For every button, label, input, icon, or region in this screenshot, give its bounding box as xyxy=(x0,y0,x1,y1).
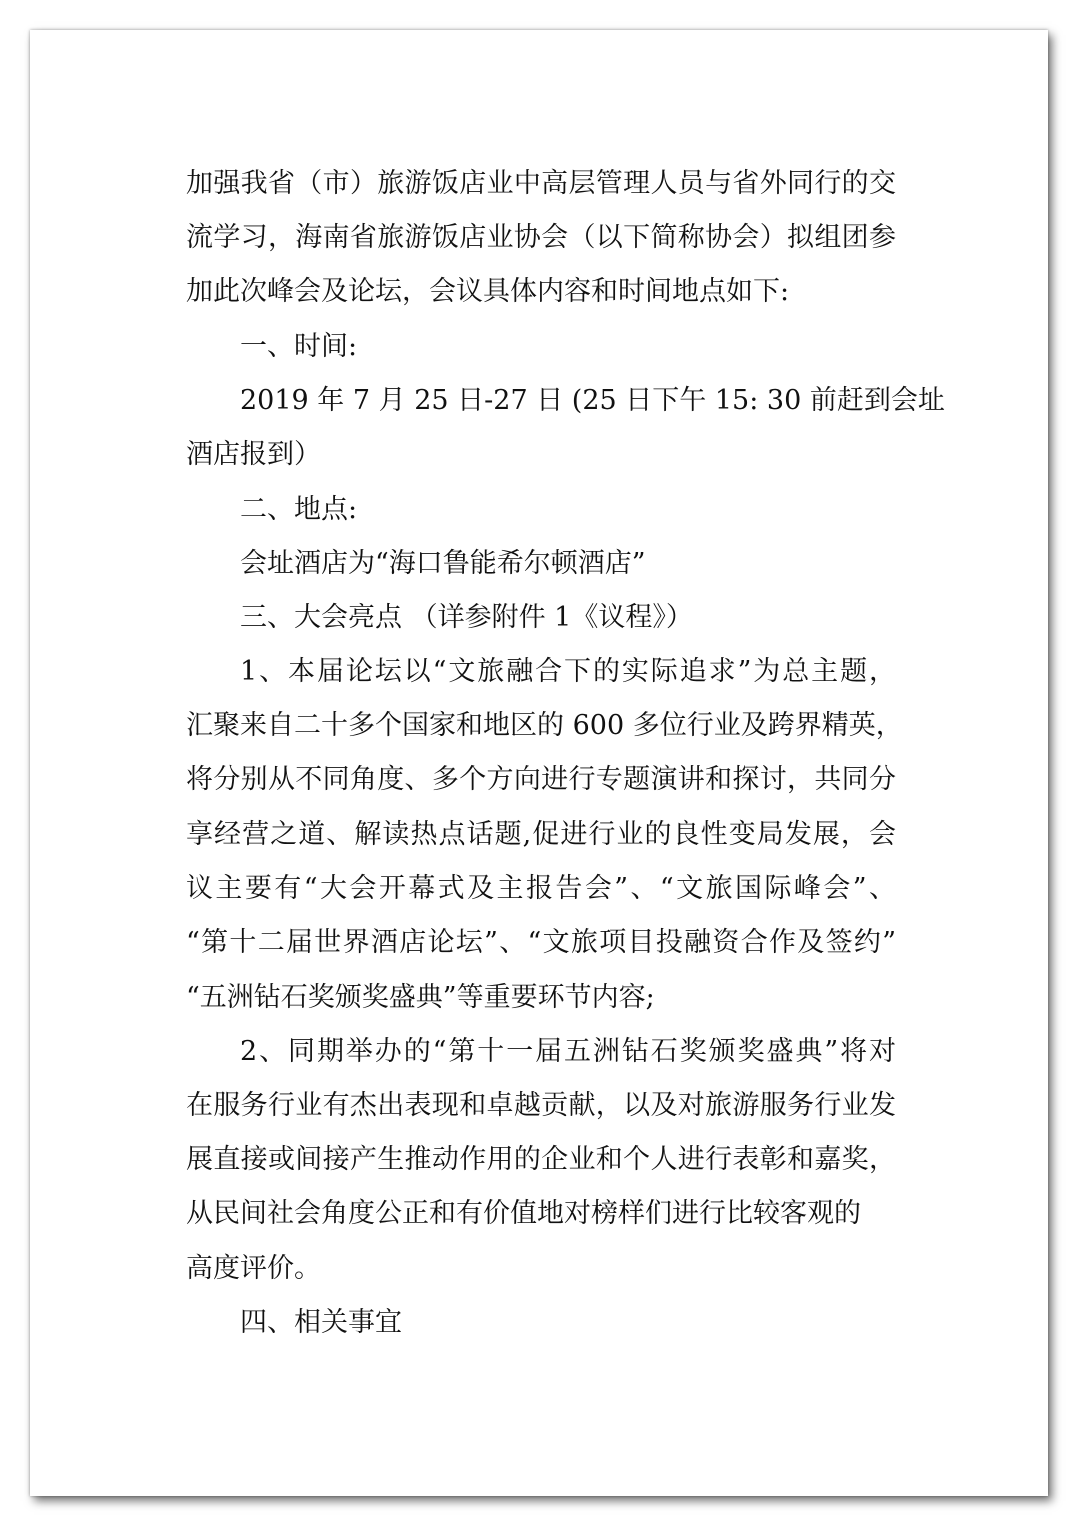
text-line: 加强我省（市）旅游饭店业中高层管理人员与省外同行的交 xyxy=(186,168,896,199)
text-line: 享经营之道、解读热点话题,促进行业的良性变局发展，会 xyxy=(186,819,896,850)
text-line: 加此次峰会及论坛，会议具体内容和时间地点如下: xyxy=(186,276,790,307)
text-line: 在服务行业有杰出表现和卓越贡献，以及对旅游服务行业发 xyxy=(186,1090,896,1121)
text-line: 流学习，海南省旅游饭店业协会（以下简称协会）拟组团参 xyxy=(186,222,896,253)
text-line: 会址酒店为“海口鲁能希尔顿酒店” xyxy=(240,548,646,579)
text-line: “五洲钻石奖颁奖盛典”等重要环节内容; xyxy=(186,982,655,1013)
text-line: 将分别从不同角度、多个方向进行专题演讲和探讨，共同分 xyxy=(186,764,896,795)
section-heading-time: 一、时间: xyxy=(240,331,358,362)
section-heading-location: 二、地点: xyxy=(240,494,358,525)
text-line: 汇聚来自二十多个国家和地区的 600 多位行业及跨界精英， xyxy=(186,710,903,741)
text-line: “第十二届世界酒店论坛”、“文旅项目投融资合作及签约” xyxy=(186,927,896,958)
text-line: 议主要有“大会开幕式及主报告会”、“文旅国际峰会”、 xyxy=(186,873,896,904)
text-line: 1、本届论坛以“文旅融合下的实际追求”为总主题， xyxy=(240,656,896,687)
section-heading-highlights: 三、大会亮点 （详参附件 1《议程》） xyxy=(240,602,693,633)
text-line: 2019 年 7 月 25 日-27 日 (25 日下午 15: 30 前赶到会址 xyxy=(240,385,945,416)
text-line: 展直接或间接产生推动作用的企业和个人进行表彰和嘉奖， xyxy=(186,1144,896,1175)
text-line: 2、同期举办的“第十一届五洲钻石奖颁奖盛典”将对 xyxy=(240,1036,896,1067)
text-line: 酒店报到） xyxy=(186,439,321,470)
text-line: 从民间社会角度公正和有价值地对榜样们进行比较客观的 xyxy=(186,1198,861,1229)
text-line: 高度评价。 xyxy=(186,1253,321,1284)
section-heading-related-matters: 四、相关事宜 xyxy=(240,1307,402,1338)
